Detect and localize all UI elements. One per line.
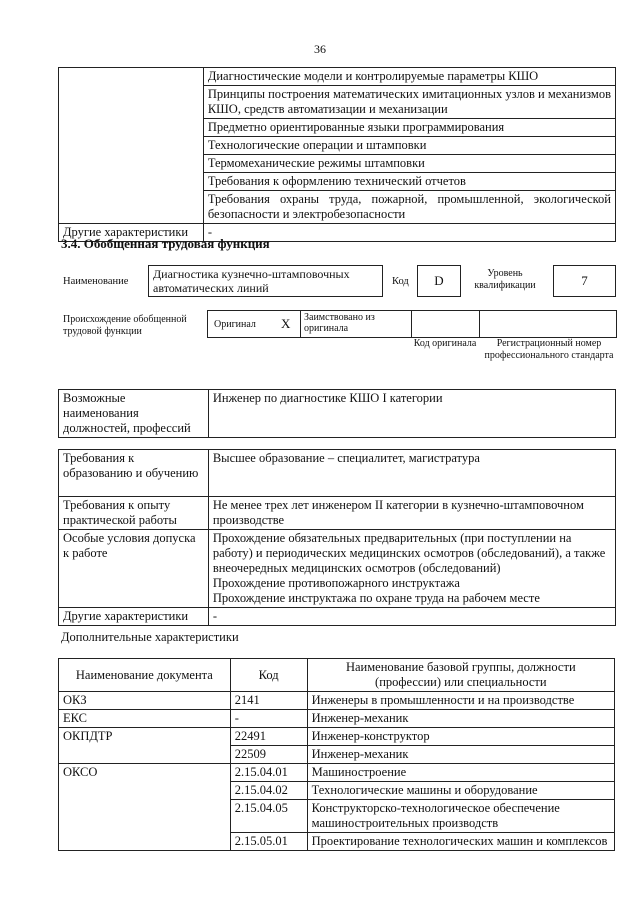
doc-title: Инженеры в промышленности и на производстве	[307, 692, 614, 710]
doc-title: Технологические машины и оборудование	[307, 782, 614, 800]
doc-code: 2.15.05.01	[230, 833, 307, 851]
additional-title: Дополнительные характеристики	[61, 630, 239, 644]
name-box	[148, 265, 383, 297]
col-header: Наименование документа	[59, 659, 231, 692]
doc-title: Машиностроение	[307, 764, 614, 782]
doc-name: ОКСО	[59, 764, 231, 851]
origin-label: Происхождение обобщенной трудовой функции	[63, 314, 187, 337]
req-label: Требования к образованию и обучению	[59, 450, 209, 497]
doc-name: ОКПДТР	[59, 728, 231, 764]
other-label: Другие характеристики	[59, 224, 204, 242]
code-value: D	[417, 265, 461, 297]
reg-caption: Регистрационный номер профессионального стандарта	[484, 338, 614, 361]
knowledge-item: Требования охраны труда, пожарной, промышленной, экологической безопасности и электробезопасности	[203, 191, 615, 224]
req-label: Требования к опыту практической работы	[59, 497, 209, 530]
code-caption: Код оригинала	[413, 338, 477, 349]
req-value: Высшее образование – специалитет, магистратура	[208, 450, 615, 497]
req-value: Не менее трех лет инженером II категории в кузнечно-штамповочном производстве	[208, 497, 615, 530]
knowledge-table	[58, 67, 616, 242]
doc-title: Инженер-механик	[307, 746, 614, 764]
doc-name: ЕКС	[59, 710, 231, 728]
empty-cell	[59, 68, 204, 224]
doc-code: 2.15.04.05	[230, 800, 307, 833]
original-label: Оригинал	[214, 319, 256, 330]
original-mark: X	[281, 316, 291, 331]
doc-code: 2.15.04.01	[230, 764, 307, 782]
doc-name: ОКЗ	[59, 692, 231, 710]
positions-table	[58, 389, 616, 438]
doc-title: Конструкторско-технологическое обеспечение машиностроительных производств	[307, 800, 614, 833]
level-value: 7	[553, 265, 616, 297]
page-number: 36	[314, 42, 326, 56]
doc-code: 2.15.04.02	[230, 782, 307, 800]
requirements-table	[58, 449, 616, 626]
borrowed-label: Заимствовано из оригинала	[304, 312, 375, 334]
doc-code: 22509	[230, 746, 307, 764]
req-value: -	[208, 608, 615, 626]
code-label: Код	[392, 276, 409, 287]
additional-table	[58, 658, 615, 851]
knowledge-item: Принципы построения математических имитационных узлов и механизмов КШО, средств автоматизации и механизации	[203, 86, 615, 119]
knowledge-item: Предметно ориентированные языки программирования	[203, 119, 615, 137]
knowledge-item: Диагностические модели и контролируемые параметры КШО	[203, 68, 615, 86]
col-header: Наименование базовой группы, должности (профессии) или специальности	[307, 659, 614, 692]
knowledge-item: Термомеханические режимы штамповки	[203, 155, 615, 173]
name-label: Наименование	[63, 276, 129, 287]
knowledge-item: Технологические операции и штамповки	[203, 137, 615, 155]
origin-box	[207, 310, 617, 338]
col-header: Код	[230, 659, 307, 692]
req-value: Прохождение обязательных предварительных (при поступлении на работу) и периодических медицинских осмотров (обследований), а также внеочередных медицинских осмотров (обследований) Прохождение противопожарного инструктажа Прохождение инструктажа по охране труда на рабочем месте	[208, 530, 615, 608]
positions-label: Возможные наименования должностей, профессий	[59, 390, 209, 438]
doc-code: 22491	[230, 728, 307, 746]
knowledge-item: Требования к оформлению технический отчетов	[203, 173, 615, 191]
other-value: -	[203, 224, 615, 242]
doc-title: Инженер-механик	[307, 710, 614, 728]
req-label: Особые условия допуска к работе	[59, 530, 209, 608]
positions-value: Инженер по диагностике КШО I категории	[208, 390, 615, 438]
name-value: Диагностика кузнечно-штамповочных автоматических линий	[153, 267, 350, 295]
doc-title: Проектирование технологических машин и комплексов	[307, 833, 614, 851]
section-title: 3.4. Обобщенная трудовая функция	[61, 236, 270, 251]
doc-code: 2141	[230, 692, 307, 710]
doc-title: Инженер-конструктор	[307, 728, 614, 746]
doc-code: -	[230, 710, 307, 728]
level-label: Уровень квалификации	[474, 268, 536, 291]
req-label: Другие характеристики	[59, 608, 209, 626]
